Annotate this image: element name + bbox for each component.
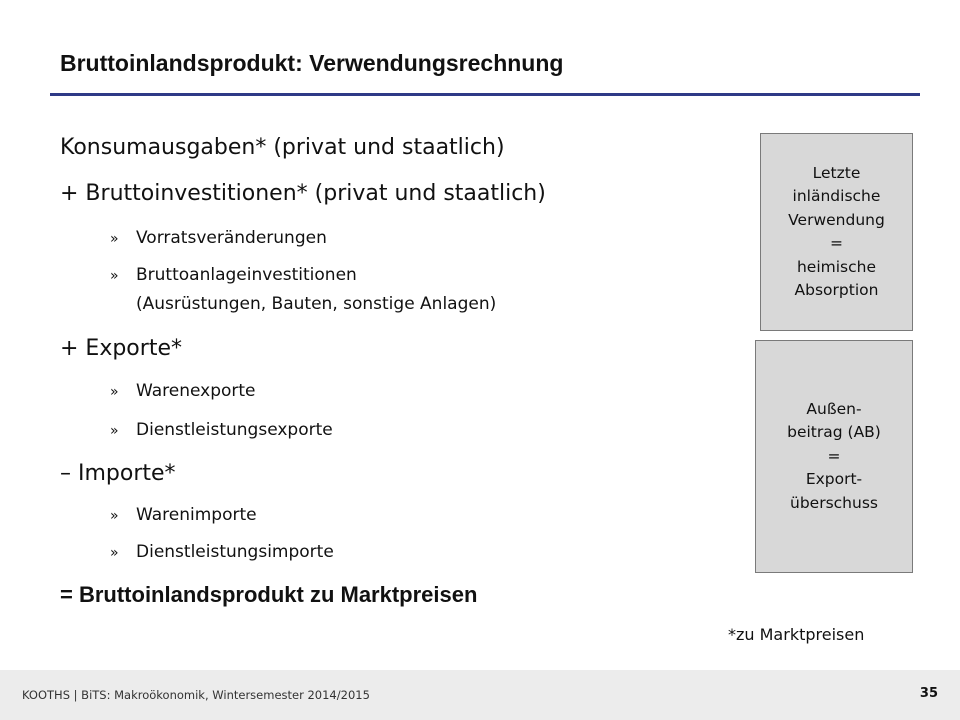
item-label: Bruttoanlageinvestitionen xyxy=(136,265,357,285)
item-bruttoanlageinvestitionen xyxy=(110,265,357,285)
item-vorratsveraenderungen xyxy=(110,228,327,248)
box-line: Verwendung xyxy=(788,210,885,229)
aussenbeitrag-box-text xyxy=(787,398,881,516)
footer-text: KOOTHS | BiTS: Makroökonomik, Wintersemester 2014/2015 xyxy=(22,688,370,702)
item-label: Warenimporte xyxy=(136,505,257,525)
box-line: = xyxy=(829,234,843,252)
page-number: 35 xyxy=(919,686,938,701)
box-line: Letzte xyxy=(812,163,861,182)
line-importe: – Importe* xyxy=(60,461,176,486)
bullet-marker: » xyxy=(110,423,119,439)
box-line: beitrag (AB) xyxy=(787,423,881,442)
line-bruttoinvestitionen: + Bruttoinvestitionen* (privat und staatlich) xyxy=(60,181,546,206)
item-warenimporte xyxy=(110,505,257,525)
title-divider xyxy=(50,93,920,96)
item-label: Vorratsveränderungen xyxy=(136,228,327,248)
box-line: Export- xyxy=(805,470,863,489)
aussenbeitrag-box xyxy=(755,340,913,573)
item-label: Warenexporte xyxy=(136,381,256,401)
box-line: überschuss xyxy=(790,493,878,512)
line-konsumausgaben: Konsumausgaben* (privat und staatlich) xyxy=(60,135,505,160)
item-anlagen-detail: (Ausrüstungen, Bauten, sonstige Anlagen) xyxy=(136,294,497,314)
slide-title: Bruttoinlandsprodukt: Verwendungsrechnung xyxy=(60,50,564,76)
bullet-marker: » xyxy=(110,545,119,561)
box-line: Absorption xyxy=(794,281,879,299)
box-line: inländische xyxy=(792,187,881,205)
line-exporte: + Exporte* xyxy=(60,336,182,361)
footnote: *zu Marktpreisen xyxy=(728,625,865,644)
item-label: Dienstleistungsimporte xyxy=(136,542,334,562)
box-line: heimische xyxy=(796,257,876,276)
bullet-marker: » xyxy=(110,384,119,400)
item-warenexporte xyxy=(110,381,256,401)
bullet-marker: » xyxy=(110,268,119,284)
item-label: Dienstleistungsexporte xyxy=(136,420,333,440)
slide-footer xyxy=(0,670,960,720)
item-dienstleistungsimporte xyxy=(110,542,334,562)
bullet-marker: » xyxy=(110,508,119,524)
line-bruttoinlandsprodukt: = Bruttoinlandsprodukt zu Marktpreisen xyxy=(60,582,478,607)
box-line: = xyxy=(827,446,841,465)
absorption-box xyxy=(760,133,913,331)
item-dienstleistungsexporte xyxy=(110,420,333,440)
absorption-box-text xyxy=(788,162,885,303)
box-line: Außen- xyxy=(806,399,862,418)
bullet-marker: » xyxy=(110,231,119,247)
